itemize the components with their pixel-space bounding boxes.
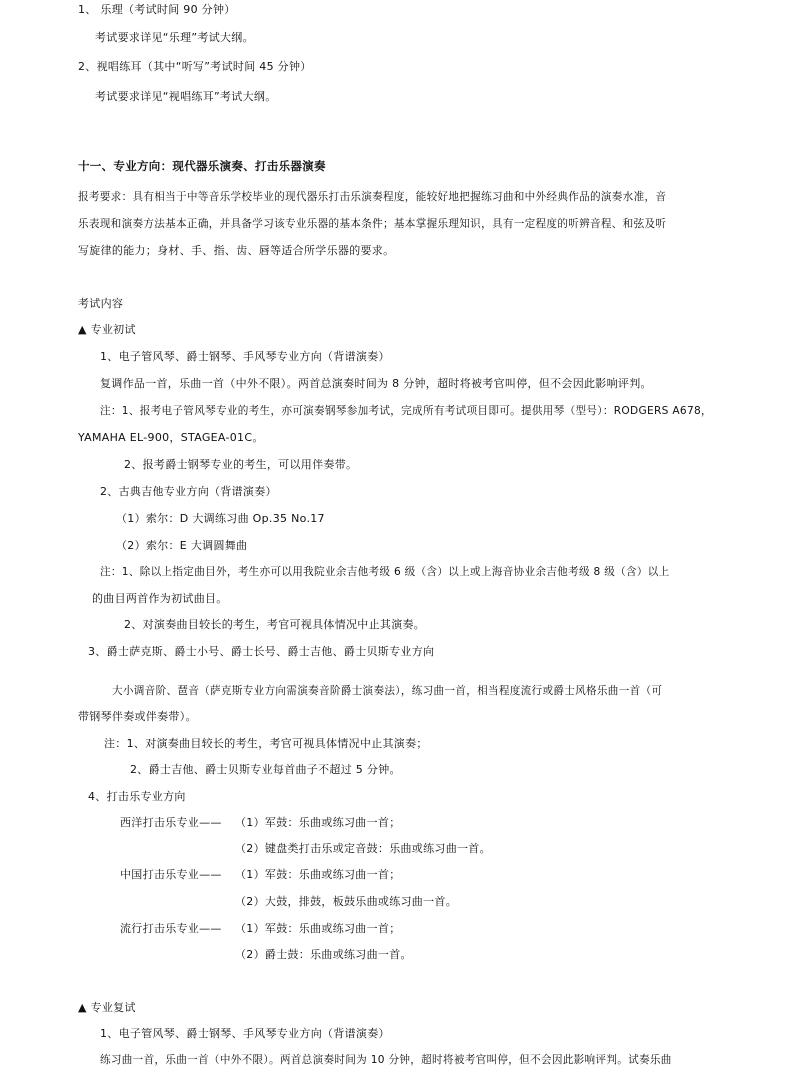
subsection-preliminary: ▲ 专业初试 [78,323,136,336]
requirements-paragraph-line-2: 乐表现和演奏方法基本正确，并具备学习该专业乐器的基本条件；基本掌握乐理知识，具有一定程度的听辨音程、和弦及听 [78,218,667,230]
item-jazz-instruments: 3、爵士萨克斯、爵士小号、爵士长号、爵士吉他、爵士贝斯专业方向 [88,645,435,658]
jazz-note-1: 注：1、对演奏曲目较长的考生，考官可视具体情况中止其演奏； [104,737,428,750]
keyboard-note-1: 注：1、报考电子管风琴专业的考生，亦可演奏钢琴参加考试，完成所有考试项目即可。提供用琴（型号）：RODGERS A678， [100,405,712,417]
jazz-repertoire: 大小调音阶、琶音（萨克斯专业方向需演奏音阶爵士演奏法），练习曲一首，相当程度流行或爵士风格乐曲一首（可 [112,685,663,697]
second-round-keyboard-accordion: 1、电子管风琴、爵士钢琴、手风琴专业方向（背谱演奏） [100,1027,390,1040]
pop-percussion-label: 流行打击乐专业—— [120,922,222,935]
guitar-note-1-cont: 的曲目两首作为初试曲目。 [92,592,228,605]
section-heading: 十一、专业方向：现代器乐演奏、打击乐器演奏 [78,159,326,173]
chinese-percussion-label: 中国打击乐专业—— [120,868,222,881]
item-percussion: 4、打击乐专业方向 [88,790,186,803]
item-music-theory: 1、 乐理（考试时间 90 分钟） [78,3,236,16]
music-theory-requirement: 考试要求详见“乐理”考试大纲。 [95,31,254,44]
chinese-percussion-req-1: （1）军鼓：乐曲或练习曲一首； [235,868,401,881]
western-percussion-label: 西洋打击乐专业—— [120,816,222,829]
item-classical-guitar: 2、古典吉他专业方向（背谱演奏） [100,485,277,498]
requirements-paragraph-line-1: 报考要求：具有相当于中等音乐学校毕业的现代器乐打击乐演奏程度，能较好地把握练习曲和中外经典作品的演奏水准，音 [78,191,667,203]
second-round-keyboard-repertoire: 练习曲一首，乐曲一首（中外不限）。两首总演奏时间为 10 分钟，超时将被考官叫停，但不会因此影响评判。试奏乐曲 [100,1054,672,1066]
keyboard-note-1-models: YAMAHA EL-900，STAGEA-01C。 [78,431,264,444]
exam-content-label: 考试内容 [78,297,124,310]
keyboard-note-2: 2、报考爵士钢琴专业的考生，可以用伴奏带。 [124,458,358,471]
guitar-piece-2: （2）索尔：E 大调圆舞曲 [116,539,248,552]
item-ear-training: 2、视唱练耳（其中“听写”考试时间 45 分钟） [78,60,312,73]
jazz-repertoire-cont: 带钢琴伴奏或伴奏带）。 [78,710,197,723]
ear-training-requirement: 考试要求详见“视唱练耳”考试大纲。 [95,90,277,103]
western-percussion-req-2: （2）键盘类打击乐或定音鼓：乐曲或练习曲一首。 [235,842,491,855]
western-percussion-req-1: （1）军鼓：乐曲或练习曲一首； [235,816,401,829]
guitar-piece-1: （1）索尔：D 大调练习曲 Op.35 No.17 [116,512,325,525]
guitar-note-1: 注：1、除以上指定曲目外，考生亦可以用我院业余吉他考级 6 级（含）以上或上海音协业余吉他考级 8 级（含）以上 [100,566,670,578]
pop-percussion-req-1: （1）军鼓：乐曲或练习曲一首； [235,922,401,935]
jazz-note-2: 2、爵士吉他、爵士贝斯专业每首曲子不超过 5 分钟。 [130,763,401,776]
chinese-percussion-req-2: （2）大鼓，排鼓，板鼓乐曲或练习曲一首。 [235,895,457,908]
item-keyboard-accordion: 1、电子管风琴、爵士钢琴、手风琴专业方向（背谱演奏） [100,350,390,363]
requirements-paragraph-line-3: 写旋律的能力；身材、手、指、齿、唇等适合所学乐器的要求。 [78,244,395,257]
subsection-second-round: ▲ 专业复试 [78,1001,136,1014]
guitar-note-2: 2、对演奏曲目较长的考生，考官可视具体情况中止其演奏。 [124,618,426,631]
keyboard-repertoire: 复调作品一首，乐曲一首（中外不限）。两首总演奏时间为 8 分钟，超时将被考官叫停，但不会因此影响评判。 [100,377,652,390]
pop-percussion-req-2: （2）爵士鼓：乐曲或练习曲一首。 [235,948,412,961]
